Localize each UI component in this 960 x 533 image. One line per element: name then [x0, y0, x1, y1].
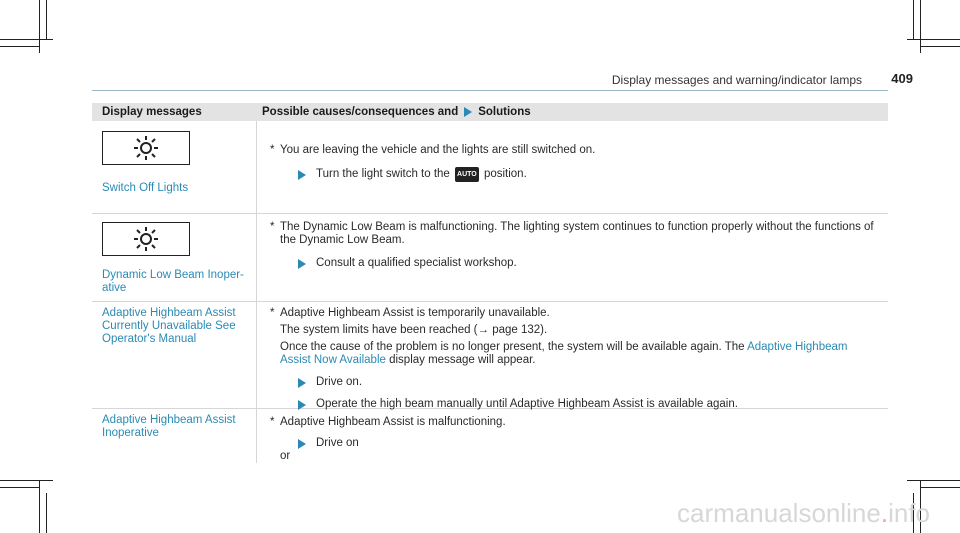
arrow-right-icon: [298, 439, 306, 449]
cause-text: * You are leaving the vehicle and the lights are still switched on.: [270, 144, 596, 156]
row-message-cell: [92, 302, 257, 408]
row-cause-cell: [257, 214, 888, 301]
solution-step: Drive on.: [298, 376, 888, 389]
messages-table: [92, 103, 888, 463]
crop-mark: [920, 46, 960, 47]
message-label: Adaptive Highbeam Assist Currently Unavailable See Operator's Manual: [102, 307, 236, 345]
cause-text-cont: the Dynamic Low Beam.: [280, 234, 405, 246]
light-bulb-icon: [102, 131, 190, 165]
message-label: Dynamic Low Beam Inoper- ative: [102, 269, 244, 294]
crop-mark: [907, 480, 960, 481]
table-row: [92, 121, 888, 214]
watermark: carmanualsonline.info: [677, 498, 930, 528]
message-reference: Assist Now Available: [280, 354, 386, 366]
page-number: 409: [891, 71, 913, 86]
table-row: [92, 214, 888, 302]
crop-mark: [920, 487, 960, 488]
running-header: Display messages and warning/indicator lamps: [611, 73, 862, 87]
cause-text: * Adaptive Highbeam Assist is malfunctioning.: [270, 416, 506, 428]
arrow-right-icon: [298, 259, 306, 269]
crop-mark: [913, 0, 914, 40]
arrow-right-icon: [298, 400, 306, 410]
table-header: [92, 103, 888, 121]
solution-step: Consult a qualified specialist workshop.: [298, 257, 888, 270]
row-message-cell: [92, 121, 257, 213]
detail-text: Once the cause of the problem is no longer present, the system will be available again. The Adaptive Highbeam: [280, 341, 848, 353]
col-causes-solutions: [257, 106, 888, 118]
message-label: Adaptive Highbeam Assist Inoperative: [102, 414, 236, 439]
solution-step: Operate the high beam manually until Adaptive Highbeam Assist is available again.: [298, 398, 888, 411]
col-solutions-label: Solutions: [478, 106, 531, 118]
row-cause-cell: [257, 121, 888, 213]
col-causes-label: Possible causes/consequences and: [262, 106, 459, 118]
auto-switch-icon: AUTO: [455, 167, 479, 182]
row-cause-cell: [257, 409, 888, 463]
header-rule: [92, 90, 888, 91]
cause-text: * Adaptive Highbeam Assist is temporarily unavailable.: [270, 307, 550, 319]
table-row: [92, 302, 888, 409]
crop-mark: [46, 493, 47, 533]
detail-text: The system limits have been reached (→ page 132).: [280, 324, 548, 336]
col-display-messages: Display messages: [102, 106, 202, 118]
crop-mark: [0, 480, 53, 481]
row-message-cell: [92, 409, 257, 463]
crop-mark: [46, 0, 47, 40]
detail-text-cont: Assist Now Available display message will appear.: [280, 354, 536, 366]
row-cause-cell: [257, 302, 888, 408]
table-row: [92, 409, 888, 463]
message-reference: Adaptive Highbeam: [747, 341, 848, 353]
crop-mark: [0, 487, 40, 488]
light-bulb-icon: [102, 222, 190, 256]
solution-step: Drive on: [298, 437, 888, 450]
solution-step: Turn the light switch to the AUTO position.: [298, 167, 888, 182]
arrow-right-icon: [298, 378, 306, 388]
crop-mark: [0, 46, 40, 47]
row-message-cell: [92, 214, 257, 301]
crop-mark: [907, 39, 960, 40]
arrow-right-icon: [298, 170, 306, 180]
arrow-right-icon: [464, 107, 472, 117]
message-label: Switch Off Lights: [102, 182, 189, 194]
cause-text: * The Dynamic Low Beam is malfunctioning. The lighting system continues to function properly without the functions of: [270, 221, 874, 233]
or-text: or: [280, 450, 291, 462]
